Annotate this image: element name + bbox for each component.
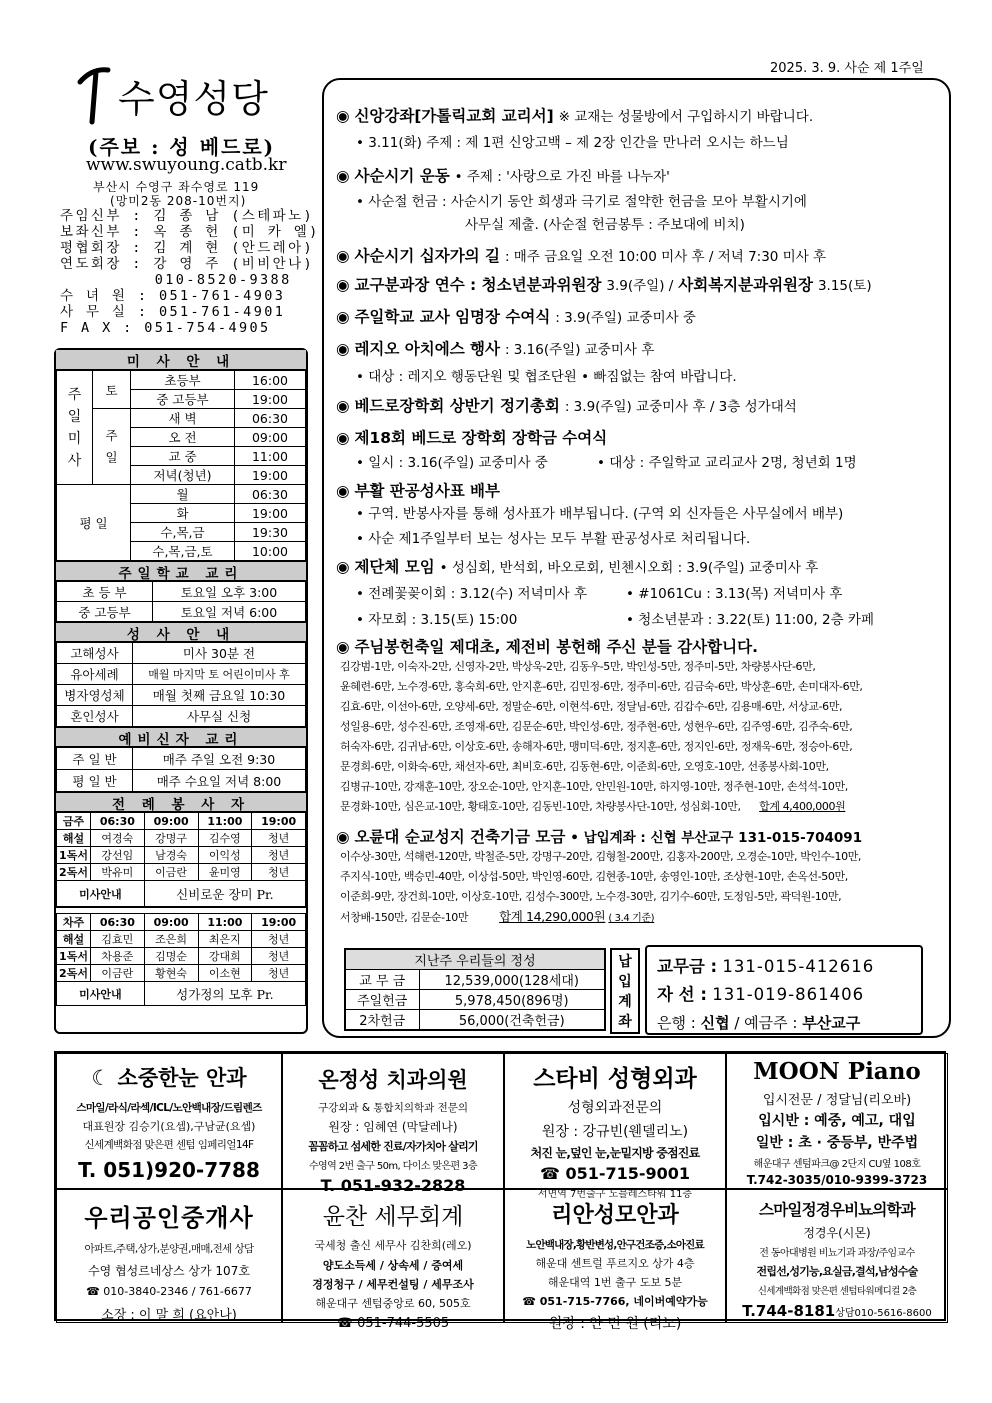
notice-sub: • 사순절 헌금 : 사순시기 동안 희생과 극기로 절약한 헌금을 모아 부활시기에 bbox=[356, 194, 807, 210]
ad-phone: T. 051-932-2828 bbox=[320, 1176, 466, 1195]
minister: 이소현 bbox=[198, 965, 252, 982]
notice-9: ◉ 부활 판공성사표 배부 bbox=[336, 482, 501, 500]
notice-title: 레지오 아치에스 행사 bbox=[354, 340, 501, 358]
account-number[interactable]: 131-019-861406 bbox=[712, 985, 865, 1004]
sat-label: 토 bbox=[93, 371, 131, 409]
notice-title: 사순시기 십자가의 길 bbox=[354, 247, 501, 265]
minister: 청년 bbox=[252, 965, 306, 982]
catechumen-table bbox=[56, 747, 306, 792]
ad-line: 입시전문 / 정달님(리오바) bbox=[762, 1093, 912, 1108]
donor-total: 합계 4,400,000원 bbox=[759, 800, 846, 813]
ad-line: 전 동아대병원 비뇨기과 과장/주임교수 bbox=[759, 1248, 915, 1259]
mass-time: 06:30 bbox=[91, 813, 145, 830]
week-label: 차주 bbox=[57, 914, 91, 931]
mass-time: 06:30 bbox=[235, 409, 306, 428]
holder-name: 부산교구 bbox=[802, 1014, 861, 1032]
ad-line: 대표원장 김승기(요셉),구남균(요셉) bbox=[82, 1120, 256, 1133]
ad-line: ☎ 010-3840-2346 / 761-6677 bbox=[86, 1285, 252, 1298]
address: 부산시 수영구 좌수영로 119 bbox=[93, 180, 260, 194]
staff-list bbox=[60, 208, 320, 336]
ad-line: ☎ 051-715-7766, 네이버예약가능 bbox=[522, 1295, 708, 1308]
ministers-title: 전 례 봉 사 자 bbox=[56, 792, 306, 812]
ad-line: 신세계백화점 맞은편 센텀타워메디컬 2층 bbox=[757, 1286, 917, 1297]
donor-line: 주지식-10만, 백승민-40만, 이상섭-50만, 박인영-60만, 김현종-10만, 송영인-10만, 조상현-10만, 손옥선-50만, bbox=[340, 870, 848, 883]
mass-name: 월 bbox=[131, 485, 235, 504]
notice-6: ◉ 레지오 아치에스 행사 : 3.16(주일) 교중미사 후 bbox=[336, 340, 655, 358]
ad-title: 우리공인중개사 bbox=[84, 1203, 254, 1232]
ad-dental-clinic[interactable] bbox=[282, 1053, 504, 1195]
minister: 최은지 bbox=[198, 931, 252, 948]
ad-line: 원장 : 임혜연 (막달레나) bbox=[328, 1120, 458, 1134]
account-number[interactable]: 131-015-412616 bbox=[722, 957, 875, 976]
notice-sub: • 대상 : 주일학교 교리교사 2명, 청년회 1명 bbox=[597, 455, 857, 471]
mass-time: 09:00 bbox=[144, 914, 198, 931]
minister: 조은희 bbox=[144, 931, 198, 948]
notice-7: ◉ 베드로장학회 상반기 정기총회 : 3.9(주일) 교중미사 후 / 3층 성가대석 bbox=[336, 397, 797, 415]
minister: 차용준 bbox=[91, 948, 145, 965]
notice-title: 사회복지분과위원장 bbox=[678, 276, 814, 294]
ad-line: 원장 : 강규빈(웬델리노) bbox=[541, 1124, 689, 1140]
notice-sub: • 자모회 : 3.15(토) 15:00 bbox=[356, 612, 518, 628]
donor-list-2 bbox=[340, 847, 861, 929]
notice-8: ◉ 제18회 베드로 장학회 장학금 수여식 bbox=[336, 429, 608, 447]
notice-11: ◉ 주님봉헌축일 제대초, 제전비 봉헌해 주신 분들 감사합니다. bbox=[336, 638, 758, 656]
donor-list bbox=[340, 657, 863, 817]
mass-name: 교 중 bbox=[131, 447, 235, 466]
mass-time: 06:30 bbox=[91, 914, 145, 931]
mass-time: 19:00 bbox=[235, 466, 306, 485]
ad-line: 양도소득세 / 상속세 / 증여세 bbox=[322, 1259, 464, 1272]
notice-title: 신앙강좌[가톨릭교회 교리서] bbox=[354, 107, 554, 125]
account-box bbox=[645, 945, 923, 1035]
ad-line: 해운대 센트럴 푸르지오 상가 4층 bbox=[535, 1257, 695, 1270]
minister: 남경숙 bbox=[144, 847, 198, 864]
class-time: 매주 수요일 저녁 8:00 bbox=[133, 770, 306, 792]
parish-logo-icon bbox=[72, 60, 122, 130]
guide-name: 성가정의 모후 Pr. bbox=[144, 982, 305, 1006]
ad-eye-clinic[interactable] bbox=[56, 1053, 282, 1189]
notice-title: 교구분과장 연수 : 청소년분과위원장 bbox=[354, 276, 602, 294]
offering-label: 2차헌금 bbox=[345, 1010, 419, 1031]
minister: 청년 bbox=[252, 931, 306, 948]
donor-line: 김강범-1만, 이숙자-2만, 신영자-2만, 박상욱-2만, 김동우-5만, 박인성-5만, 정주미-5만, 차량봉사단-6만, bbox=[340, 660, 816, 673]
ad-line: 수영 협성르네상스 상가 107호 bbox=[88, 1264, 250, 1278]
notice-detail: : 3.9(주일) 교중미사 중 bbox=[555, 310, 696, 326]
mass-time: 19:00 bbox=[252, 914, 306, 931]
account-label: 교무금 : bbox=[657, 957, 718, 976]
minister: 청년 bbox=[252, 830, 306, 847]
sunday-school-title: 주일학교 교리 bbox=[56, 561, 306, 581]
mass-schedule-title: 미 사 안 내 bbox=[56, 350, 306, 370]
parish-name: 수영성당 bbox=[118, 77, 269, 121]
staff-line: 주임신부 : 김 종 남 (스테파노) bbox=[60, 208, 315, 224]
class-name: 중 고등부 bbox=[57, 602, 153, 622]
minister: 이금란 bbox=[91, 965, 145, 982]
notice-detail: • 성심회, 반석회, 바오로회, 빈첸시오회 : 3.9(주일) 교중미사 후 bbox=[439, 560, 819, 576]
notice-sub: • 일시 : 3.16(주일) 교중미사 중 bbox=[356, 455, 548, 471]
catechumen-title: 예비신자 교리 bbox=[56, 727, 306, 747]
donor-line: 이준희-9만, 장건희-10만, 이상호-10만, 김성수-300만, 노수경-30만, 김기수-60만, 도정임-5만, 곽덕원-10만, bbox=[340, 890, 842, 903]
notice-sub: • 대상 : 레지오 행동단원 및 협조단원 • 빠짐없는 참여 바랍니다. bbox=[356, 369, 737, 385]
notice-title: 베드로장학회 상반기 정기총회 bbox=[354, 397, 560, 415]
notice-sub: • #1061Cu : 3.13(목) 저녁미사 후 bbox=[626, 586, 843, 602]
offering-title: 지난주 우리들의 정성 bbox=[345, 949, 605, 970]
mass-time: 19:00 bbox=[235, 390, 306, 409]
ad-title: 윤찬 세무회계 bbox=[322, 1204, 464, 1230]
website-link[interactable]: www.swuyoung.catb.kr bbox=[86, 155, 287, 175]
donor-line: 윤혜련-6만, 노수경-6만, 홍숙희-6만, 안지훈-6만, 김민정-6만, 정주미-6만, 김금숙-6만, 박상훈-6만, 손미대자-6만, bbox=[340, 680, 863, 693]
guide-label: 미사안내 bbox=[57, 982, 145, 1006]
minister: 이익성 bbox=[198, 847, 252, 864]
mass-time: 11:00 bbox=[198, 914, 252, 931]
ad-plastic-surgery[interactable] bbox=[504, 1053, 726, 1200]
ad-urology[interactable] bbox=[726, 1189, 948, 1323]
ad-eye-hospital[interactable] bbox=[504, 1189, 726, 1332]
class-time: 매주 주일 오전 9:30 bbox=[133, 748, 306, 770]
mass-name: 중 고등부 bbox=[131, 390, 235, 409]
donor-line: 김병규-10만, 강재훈-10만, 장오순-10만, 안지훈-10만, 안민원-10만, 하지영-10만, 정주현-10만, 손석석-10만, bbox=[340, 780, 848, 793]
minister: 박유미 bbox=[91, 864, 145, 881]
sunday-school-table bbox=[56, 581, 306, 622]
ad-line: 처진 눈,덮인 눈,눈밑지방 중점진료 bbox=[530, 1146, 700, 1160]
class-time: 토요일 저녁 6:00 bbox=[153, 602, 306, 622]
donor-total: 합계 14,290,000원 bbox=[499, 909, 606, 924]
guide-name: 신비로운 장미 Pr. bbox=[144, 881, 305, 907]
role: 1독서 bbox=[57, 948, 91, 965]
offering-value: 12,539,000(128세대) bbox=[419, 970, 605, 990]
mass-time: 19:00 bbox=[235, 504, 306, 523]
guide-label: 미사안내 bbox=[57, 881, 145, 907]
notice-sub: • 전례꽃꽂이회 : 3.12(수) 저녁미사 후 bbox=[356, 586, 588, 602]
notice-3: ◉ 사순시기 십자가의 길 : 매주 금요일 오전 10:00 미사 후 / 저녁 7:30 미사 후 bbox=[336, 247, 827, 265]
ad-phone: T.742-3035/010-9399-3723 bbox=[746, 1173, 928, 1187]
notice-title: 제단체 모임 bbox=[354, 558, 435, 576]
account-label: 자 선 : bbox=[657, 985, 707, 1004]
ad-line: 해운대역 1번 출구 도보 5분 bbox=[547, 1276, 683, 1289]
notice-12: ◉ 오륜대 순교성지 건축기금 모금 • 납입계좌 : 신협 부산교구 131-015-704091 bbox=[336, 828, 863, 846]
class-name: 평 일 반 bbox=[57, 770, 133, 792]
mass-time: 16:00 bbox=[235, 371, 306, 390]
sacrament-info: 매월 마지막 토 어린이미사 후 bbox=[133, 664, 306, 685]
ads-section bbox=[54, 1051, 946, 1332]
minister: 김명순 bbox=[144, 948, 198, 965]
ad-phone: 소장 : 이 말 희 (요안나) bbox=[101, 1308, 237, 1323]
mass-name: 수,목,금,토 bbox=[131, 542, 235, 561]
bank-name: 신협 bbox=[700, 1014, 730, 1032]
donor-line: 서창배-150만, 김문순-10만 bbox=[340, 911, 469, 924]
donor-line: 김효-6만, 이선아-6만, 오양세-6만, 정말순-6만, 이현석-6만, 정달님-6만, 김갑수-6만, 김용매-6만, 서상교-6만, bbox=[340, 700, 843, 713]
ad-realty[interactable] bbox=[56, 1189, 282, 1323]
mass-time: 06:30 bbox=[235, 485, 306, 504]
offering-value: 56,000(건축헌금) bbox=[419, 1010, 605, 1031]
sacrament-info: 사무실 신청 bbox=[133, 706, 306, 727]
sacrament-title: 성 사 안 내 bbox=[56, 622, 306, 642]
mass-name: 오 전 bbox=[131, 428, 235, 447]
sacrament-info: 매월 첫째 금요일 10:30 bbox=[133, 685, 306, 706]
notice-title: 주님봉헌축일 제대초, 제전비 봉헌해 주신 분들 감사합니다. bbox=[354, 638, 758, 656]
notice-detail: : 3.16(주일) 교중미사 후 bbox=[504, 342, 655, 358]
ad-title: 온정성 치과의원 bbox=[318, 1068, 468, 1092]
minister: 청년 bbox=[252, 948, 306, 965]
ad-line: 입시반 : 예중, 예고, 대입 bbox=[758, 1113, 916, 1129]
minister: 청년 bbox=[252, 847, 306, 864]
staff-line: 연도회장 : 강 영 주 (비비안나) bbox=[60, 256, 315, 272]
minister: 강명구 bbox=[144, 830, 198, 847]
notice-detail: : 3.9(주일) 교중미사 후 / 3층 성가대석 bbox=[564, 399, 797, 415]
mass-time: 09:00 bbox=[235, 428, 306, 447]
sunday-label: 주 일 미 사 bbox=[57, 371, 93, 485]
notice-sub: • 사순 제1주일부터 보는 성사는 모두 부활 판공성사로 처리됩니다. bbox=[356, 531, 751, 547]
ad-title: 리안성모안과 bbox=[551, 1203, 679, 1228]
notice-title: 부활 판공성사표 배부 bbox=[354, 482, 501, 500]
ad-line: 수영역 2번 출구 50m, 다이소 맞은편 3층 bbox=[308, 1161, 478, 1172]
ad-title: 스마일정경우비뇨의학과 bbox=[759, 1201, 915, 1219]
ad-title: 스타비 성형외과 bbox=[533, 1066, 697, 1092]
sacrament-name: 혼인성사 bbox=[57, 706, 133, 727]
staff-line: 평협회장 : 김 계 현 (안드레아) bbox=[60, 240, 315, 256]
class-name: 초 등 부 bbox=[57, 582, 153, 602]
class-time: 토요일 오후 3:00 bbox=[153, 582, 306, 602]
sacrament-info: 미사 30분 전 bbox=[133, 643, 306, 664]
notice-1: ◉ 신앙강좌[가톨릭교회 교리서] ※ 교재는 성물방에서 구입하시기 바랍니다. bbox=[336, 107, 814, 125]
ad-line: 정경우(시몬) bbox=[803, 1226, 871, 1240]
holder-label: / 예금주 : bbox=[734, 1014, 798, 1032]
staff-line: F A X : 051-754-4905 bbox=[60, 320, 271, 336]
minister: 김수영 bbox=[198, 830, 252, 847]
ad-title: MOON Piano bbox=[753, 1058, 921, 1085]
ad-phone: T.744-8181 bbox=[742, 1302, 836, 1320]
mass-name: 저녁(청년) bbox=[131, 466, 235, 485]
donor-line: 이수상-30만, 석해련-120만, 박철준-5만, 강명구-20만, 김형철-200만, 김홍자-200만, 오경순-10만, 박인수-10만, bbox=[340, 850, 862, 863]
ad-line: 일반 : 초 · 중등부, 반주법 bbox=[755, 1135, 919, 1151]
sacrament-name: 고해성사 bbox=[57, 643, 133, 664]
ad-phone: ☎ 051-744-5505 bbox=[336, 1316, 450, 1331]
weekday-label: 평 일 bbox=[57, 485, 131, 561]
ad-piano[interactable] bbox=[726, 1053, 948, 1189]
ad-line: 구강외과 & 통합치의학과 전문의 bbox=[317, 1102, 469, 1114]
notice-detail: 3.15(토) bbox=[817, 278, 872, 294]
staff-line: 사 무 실 : 051-761-4901 bbox=[60, 304, 286, 320]
ad-line: 서면역 7번출구 노블레스타워 11층 bbox=[537, 1189, 693, 1200]
class-name: 주 일 반 bbox=[57, 748, 133, 770]
sun-label: 주 일 bbox=[93, 409, 131, 485]
schedule-panel bbox=[54, 348, 308, 1034]
ad-phone: 상담010-5616-8600 bbox=[835, 1308, 932, 1319]
ad-line: 노안백내장,황반변성,안구건조증,소아진료 bbox=[526, 1239, 704, 1251]
ad-phone: 원장 : 안 민 원 (리노) bbox=[548, 1316, 682, 1332]
ad-phone: ☎ 051-715-9001 bbox=[539, 1164, 691, 1183]
notice-5: ◉ 주일학교 교사 임명장 수여식 : 3.9(주일) 교중미사 중 bbox=[336, 308, 696, 326]
mass-time: 10:00 bbox=[235, 542, 306, 561]
notice-4: ◉ 교구분과장 연수 : 청소년분과위원장 3.9(주일) / 사회복지분과위원장 3.15(토) bbox=[336, 276, 872, 294]
mass-time: 11:00 bbox=[198, 813, 252, 830]
ad-line: 스마일/라식/라섹/ICL/노안백내장/드림렌즈 bbox=[76, 1102, 262, 1114]
ad-title: 소중한눈 안과 bbox=[117, 1066, 247, 1090]
bulletin-date: 2025. 3. 9. 사순 제 1주일 bbox=[770, 61, 924, 76]
notice-sub: 사무실 제출. (사순절 헌금봉투 : 주보대에 비치) bbox=[465, 217, 745, 233]
donor-line: 문경희-6만, 이화숙-6만, 채선자-6만, 최비호-6만, 김동현-6만, 이준희-6만, 오영호-10만, 선종봉사회-10만, bbox=[340, 760, 829, 773]
sacrament-name: 유아세례 bbox=[57, 664, 133, 685]
bank-label: 은행 : bbox=[657, 1014, 696, 1032]
donor-note: ( 3.4 기준) bbox=[608, 913, 655, 924]
notice-sub: • 구역. 반봉사자를 통해 성사표가 배부됩니다. (구역 외 신자들은 사무실에서 배부) bbox=[356, 506, 844, 522]
notice-title: 오륜대 순교성지 건축기금 모금 bbox=[354, 828, 566, 846]
offering-table bbox=[344, 948, 606, 1031]
ministers-week1-table bbox=[56, 812, 306, 907]
mass-name: 화 bbox=[131, 504, 235, 523]
offering-label: 주일헌금 bbox=[345, 990, 419, 1010]
staff-line: 수 녀 원 : 051-761-4903 bbox=[60, 288, 286, 304]
notice-detail: ※ 교재는 성물방에서 구입하시기 바랍니다. bbox=[558, 109, 814, 125]
mass-time: 09:00 bbox=[144, 813, 198, 830]
ad-line: 성형외과전문의 bbox=[567, 1100, 663, 1116]
ad-line: 아파트,주택,상가,분양권,매매,전세 상담 bbox=[84, 1243, 254, 1255]
offering-value: 5,978,450(896명) bbox=[419, 990, 605, 1010]
sacrament-name: 병자영성체 bbox=[57, 685, 133, 706]
mass-name: 수,목,금 bbox=[131, 523, 235, 542]
role: 해설 bbox=[57, 830, 91, 847]
address-old: (망미2동 208-10번지) bbox=[110, 194, 247, 208]
notice-title: 주일학교 교사 임명장 수여식 bbox=[354, 308, 551, 326]
notice-title: 제18회 베드로 장학회 장학금 수여식 bbox=[354, 429, 608, 447]
ad-tax[interactable] bbox=[282, 1189, 504, 1331]
notice-10: ◉ 제단체 모임 • 성심회, 반석회, 바오로회, 빈첸시오회 : 3.9(주일) 교중미사 후 bbox=[336, 558, 819, 576]
mass-time: 11:00 bbox=[235, 447, 306, 466]
mass-name: 새 벽 bbox=[131, 409, 235, 428]
notice-sub: • 3.11(화) 주제 : 제 1편 신앙고백 – 제 2장 인간을 만나러 오시는 하느님 bbox=[356, 135, 789, 151]
ad-line: 경정청구 / 세무컨설팅 / 세무조사 bbox=[312, 1278, 474, 1291]
notice-detail: • 납입계좌 : 신협 부산교구 131-015-704091 bbox=[570, 830, 863, 846]
minister: 이금란 bbox=[144, 864, 198, 881]
moon-icon: ☾ bbox=[91, 1066, 111, 1090]
minister: 윤미영 bbox=[198, 864, 252, 881]
mass-schedule-table bbox=[56, 370, 306, 561]
week-label: 금주 bbox=[57, 813, 91, 830]
ministers-week2-table bbox=[56, 913, 306, 1006]
staff-line: 010-8520-9388 bbox=[60, 272, 292, 288]
donor-line: 성일용-6만, 성수진-6만, 조영재-6만, 김문순-6만, 박인성-6만, 정주현-6만, 성현우-6만, 김주영-6만, 김주숙-6만, bbox=[340, 720, 853, 733]
ad-line: 국세청 출신 세무사 김찬희(레오) bbox=[314, 1239, 472, 1252]
role: 2독서 bbox=[57, 965, 91, 982]
notice-2: ◉ 사순시기 운동 • 주제 : '사랑으로 가진 바를 나누자' bbox=[336, 167, 670, 185]
minister: 여경숙 bbox=[91, 830, 145, 847]
role: 2독서 bbox=[57, 864, 91, 881]
mass-time: 19:00 bbox=[252, 813, 306, 830]
minister: 청년 bbox=[252, 864, 306, 881]
minister: 김효민 bbox=[91, 931, 145, 948]
notice-detail: : 매주 금요일 오전 10:00 미사 후 / 저녁 7:30 미사 후 bbox=[504, 249, 827, 265]
sacrament-table bbox=[56, 642, 306, 727]
offering-label: 교 무 금 bbox=[345, 970, 419, 990]
ad-line: 해운대구 센텀중앙로 60, 505호 bbox=[315, 1297, 471, 1310]
minister: 강대희 bbox=[198, 948, 252, 965]
donor-line: 문경화-10만, 심은교-10만, 황태호-10만, 김동빈-10만, 차량봉사단-10만, 성심회-10만, bbox=[340, 800, 741, 813]
notice-title: 사순시기 운동 bbox=[354, 167, 450, 185]
notice-detail: 3.9(주일) / bbox=[606, 278, 674, 294]
minister: 강선임 bbox=[91, 847, 145, 864]
staff-line: 보좌신부 : 옥 종 헌 (미 카 엘) bbox=[60, 224, 320, 240]
mass-time: 19:30 bbox=[235, 523, 306, 542]
ad-line: 해운대구 센텀파크@ 2단지 CU옆 108호 bbox=[753, 1159, 921, 1170]
ad-line: 신세계백화점 맞은편 센텀 임페리얼14F bbox=[84, 1139, 254, 1151]
mass-name: 초등부 bbox=[131, 371, 235, 390]
notice-detail: • 주제 : '사랑으로 가진 바를 나누자' bbox=[454, 169, 670, 185]
deposit-label: 납입계좌 bbox=[610, 948, 640, 1034]
ad-phone: T. 051)920-7788 bbox=[78, 1158, 260, 1182]
notice-sub: • 청소년분과 : 3.22(토) 11:00, 2층 카페 bbox=[626, 612, 875, 628]
donor-line: 허숙자-6만, 김귀남-6만, 이상호-6만, 송해자-6만, 맹미덕-6만, 정지훈-6만, 정지인-6만, 정재욱-6만, 정승아-6만, bbox=[340, 740, 853, 753]
role: 1독서 bbox=[57, 847, 91, 864]
bulletin-title: (주보 : 성 베드로) bbox=[88, 135, 276, 159]
minister: 황현숙 bbox=[144, 965, 198, 982]
role: 해설 bbox=[57, 931, 91, 948]
ad-line: 꼼꼼하고 섬세한 진료/자가치아 살리기 bbox=[308, 1140, 478, 1153]
ad-line: 전립선,성기능,요실금,결석,남성수술 bbox=[756, 1265, 918, 1278]
